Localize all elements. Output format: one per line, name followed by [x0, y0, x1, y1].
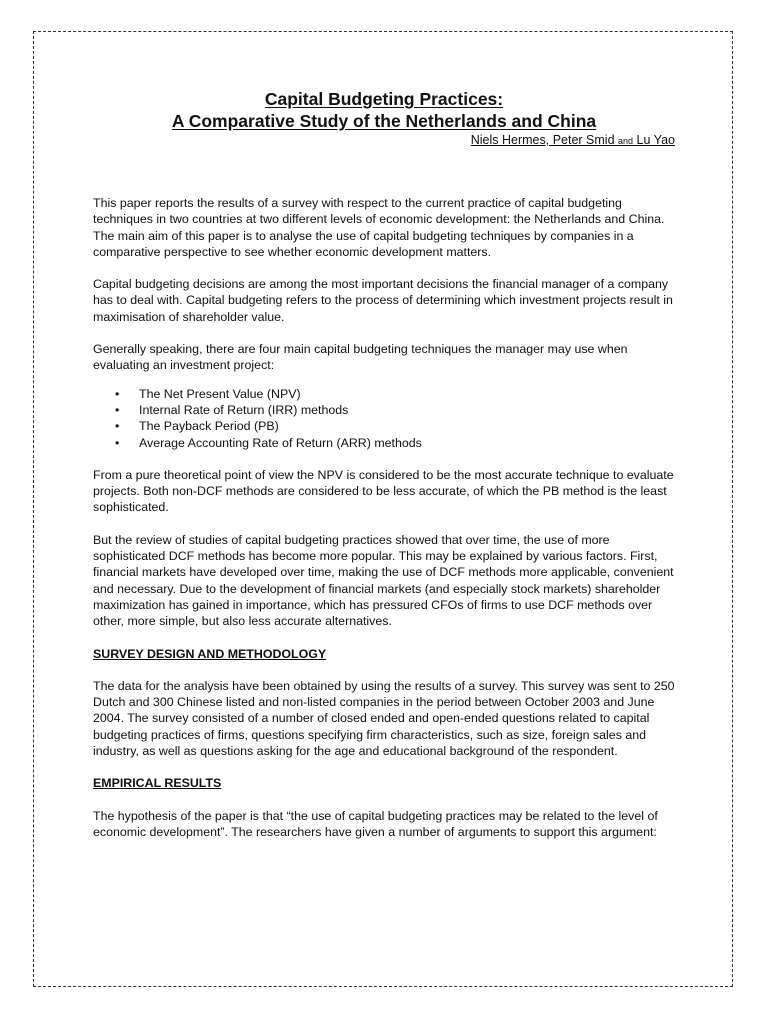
document-title-line-2: A Comparative Study of the Netherlands and China — [171, 111, 597, 131]
document-body — [93, 88, 675, 840]
list-item — [93, 386, 675, 402]
authors-and: and — [618, 136, 634, 146]
bullet-icon: • — [115, 386, 120, 401]
authors-line — [93, 132, 675, 150]
techniques-list — [93, 386, 675, 451]
list-item-text: Internal Rate of Return (IRR) methods — [139, 402, 349, 417]
paragraph-survey-design: The data for the analysis have been obtained by using the results of a survey. This survey was sent to 250 Dutch and 300 Chinese listed and non-listed companies in the period between October 2003 and June 2004. The survey consisted of a number of closed ended and open-ended questions related to capital budgeting practices of firms, questions specifying firm characteristics, such as size, foreign sales and industry, as well as questions asking for the age and educational background of the respondent. — [93, 678, 675, 759]
paragraph-intro: This paper reports the results of a survey with respect to the current practice of capital budgeting techniques in two countries at two different levels of economic development: the Netherlands and China. The main aim of this paper is to analyse the use of capital budgeting techniques by companies in a comparative perspective to see whether economic development matters. — [93, 196, 665, 259]
authors-first: Niels Hermes, Peter Smid — [470, 133, 615, 147]
bullet-icon: • — [115, 402, 120, 417]
document-title-line-1: Capital Budgeting Practices: — [264, 89, 504, 109]
authors-last: Lu Yao — [636, 133, 675, 147]
paragraph-dcf-popularity: But the review of studies of capital budgeting practices showed that over time, the use of more sophisticated DCF methods has become more popular. This may be explained by various factors. First, financial markets have developed over time, making the use of DCF methods more applicable, convenient and necessary. Due to the development of financial markets (and especially stock markets) shareholder maximization has gained in importance, which has pressured CFOs of firms to use DCF methods over other, more simple, but also less accurate alternatives. — [93, 532, 674, 629]
bullet-icon: • — [115, 435, 120, 450]
paragraph-empirical-results: The hypothesis of the paper is that “the use of capital budgeting practices may be related to the level of economic development”. The researchers have given a number of arguments to support this argument: — [93, 808, 658, 839]
bullet-icon: • — [115, 419, 120, 434]
heading-survey-design: SURVEY DESIGN AND METHODOLOGY — [93, 646, 327, 661]
list-item-text: The Payback Period (PB) — [139, 419, 279, 434]
heading-empirical-results: EMPIRICAL RESULTS — [93, 776, 222, 791]
paragraph-capital-budgeting: Capital budgeting decisions are among the most important decisions the financial manager of a company has to deal with. Capital budgeting refers to the process of determining which investment projects result in maximisation of shareholder value. — [93, 277, 673, 324]
list-item — [93, 418, 675, 434]
list-item-text: Average Accounting Rate of Return (ARR) methods — [139, 435, 422, 450]
list-item — [93, 402, 675, 418]
paragraph-npv-accuracy: From a pure theoretical point of view the NPV is considered to be the most accurate technique to evaluate projects. Both non-DCF methods are considered to be less accurate, of which the PB method is the least sophisticated. — [93, 467, 674, 515]
paragraph-techniques-intro: Generally speaking, there are four main capital budgeting techniques the manager may use when evaluating an investment project: — [93, 342, 628, 373]
list-item-text: The Net Present Value (NPV) — [139, 386, 301, 401]
list-item — [93, 435, 675, 451]
